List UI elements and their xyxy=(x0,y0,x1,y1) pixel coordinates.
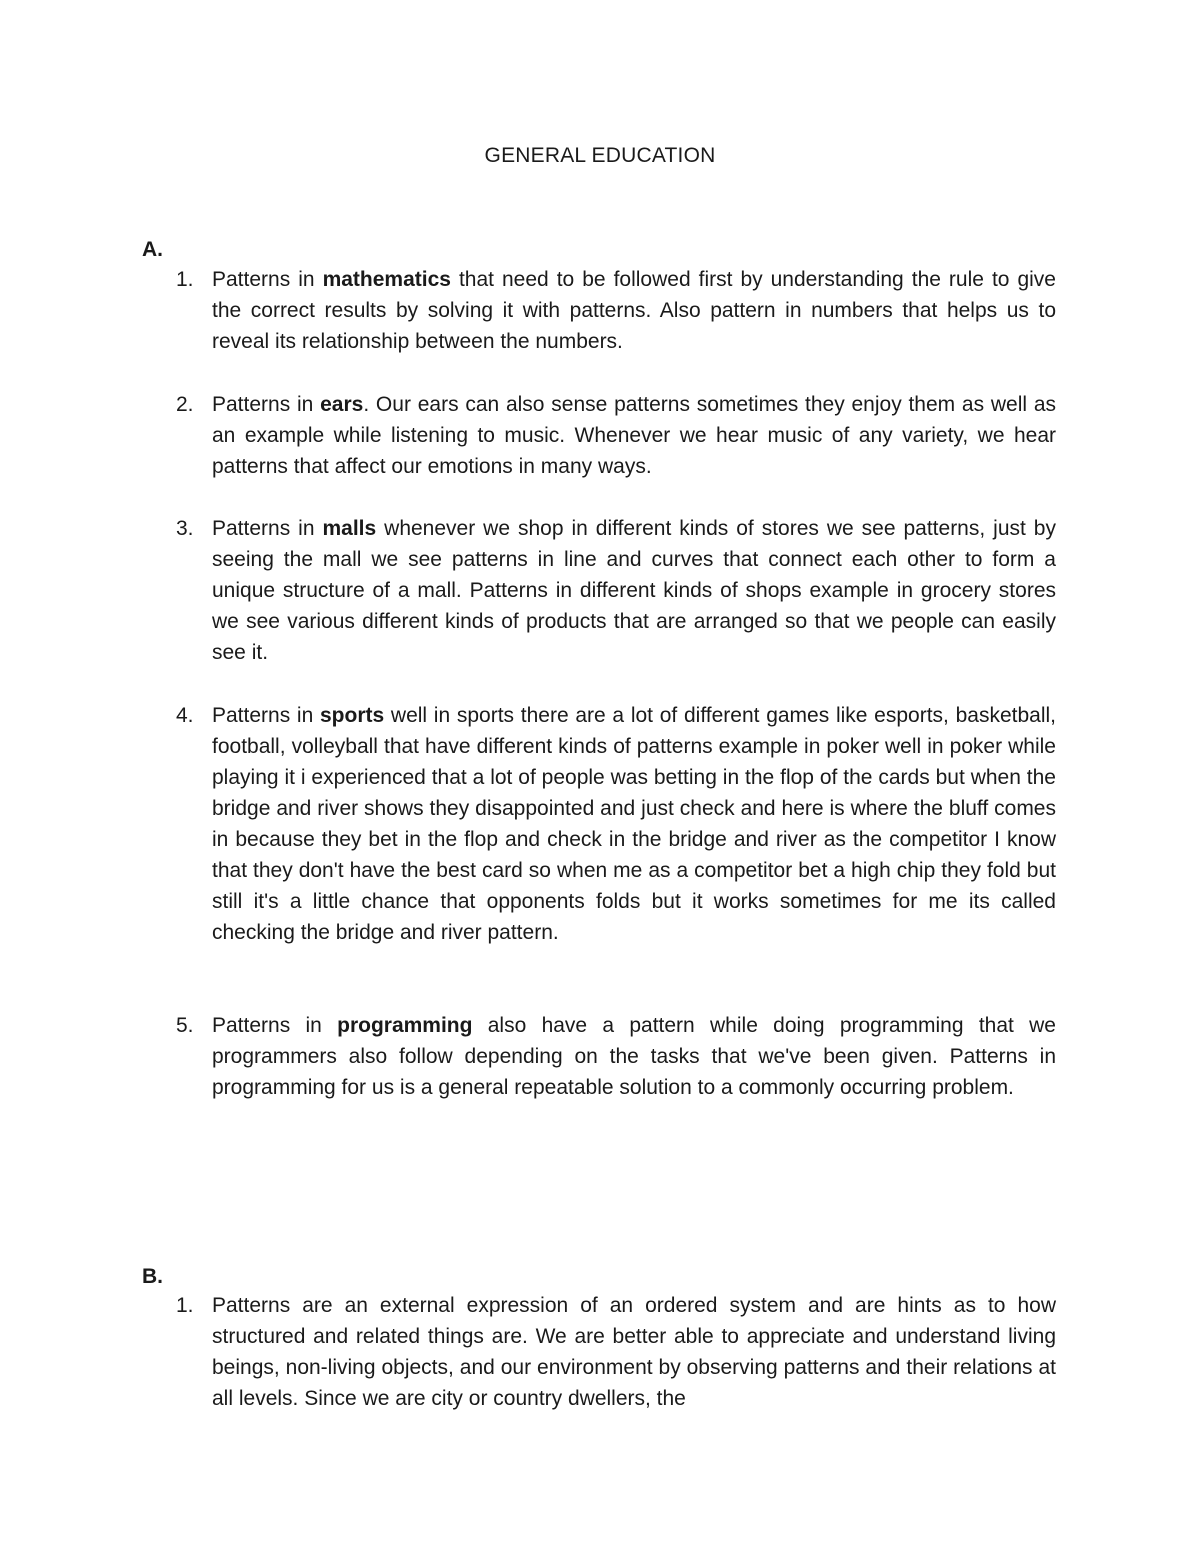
list-item-a-1 xyxy=(176,264,1056,357)
list-item-text xyxy=(212,1010,1056,1103)
item-keyword: ears xyxy=(320,393,364,416)
item-rest: . Our ears can also sense patterns sometimes they enjoy them as well as an example while listening to music. Whenever we hear music of any variety, we hear patterns that affect our emotions in many ways. xyxy=(212,393,1056,478)
item-keyword: malls xyxy=(322,517,377,540)
list-number: 3. xyxy=(176,517,194,540)
item-keyword: sports xyxy=(320,704,385,727)
list-item-a-5 xyxy=(176,1010,1056,1103)
list-item-text: Patterns are an external expression of an ordered system and are hints as to how structured and related things are. We are better able to appreciate and understand living beings, non-living objects, and our environment by observing patterns and their relations at all levels. Since we are city or country dwellers, the xyxy=(212,1294,1056,1410)
item-prefix: Patterns in xyxy=(212,704,320,727)
list-item-text xyxy=(212,389,1056,482)
item-rest: also have a pattern while doing programming that we programmers also follow depending on the tasks that we've been given. Patterns in programming for us is a general repeatable solution to a commonly occurring problem. xyxy=(212,1014,1056,1099)
item-prefix: Patterns in xyxy=(212,1014,338,1037)
list-number: 5. xyxy=(176,1014,194,1037)
section-a-label: A. xyxy=(142,238,163,261)
item-prefix: Patterns in xyxy=(212,268,323,291)
item-prefix: Patterns in xyxy=(212,393,321,416)
list-item-text xyxy=(212,513,1056,668)
list-item-a-2 xyxy=(176,389,1056,482)
item-rest: well in sports there are a lot of different games like esports, basketball, football, volleyball that have different kinds of patterns example in poker well in poker while playing it i experienced that a lot of people was betting in the flop of the cards but when the bridge and river shows they disappointed and just check and here is where the bluff comes in because they bet in the flop and check in the bridge and river as the competitor I know that they don't have the best card so when me as a competitor bet a high chip they fold but still it's a little chance that opponents folds but it works sometimes for me its called checking the bridge and river pattern. xyxy=(212,704,1056,944)
section-b-label: B. xyxy=(142,1265,163,1288)
list-number: 4. xyxy=(176,704,194,727)
list-number: 1. xyxy=(176,268,194,291)
list-number: 2. xyxy=(176,393,194,416)
item-rest: whenever we shop in different kinds of stores we see patterns, just by seeing the mall we see patterns in line and curves that connect each other to form a unique structure of a mall. Patterns in different kinds of shops example in grocery stores we see various different kinds of products that are arranged so that we people can easily see it. xyxy=(212,517,1056,664)
item-prefix: Patterns in xyxy=(212,517,323,540)
list-item-text xyxy=(212,700,1056,948)
list-item-text xyxy=(212,264,1056,357)
document-title: GENERAL EDUCATION xyxy=(484,144,716,167)
list-item-a-3 xyxy=(176,513,1056,668)
list-item-b-1 xyxy=(176,1290,1056,1414)
item-keyword: programming xyxy=(337,1014,473,1037)
list-item-a-4 xyxy=(176,700,1056,948)
list-number: 1. xyxy=(176,1294,194,1317)
item-keyword: mathematics xyxy=(322,268,451,291)
item-rest: that need to be followed first by understanding the rule to give the correct results by solving it with patterns. Also pattern in numbers that helps us to reveal its relationship between the numbers. xyxy=(212,268,1056,353)
